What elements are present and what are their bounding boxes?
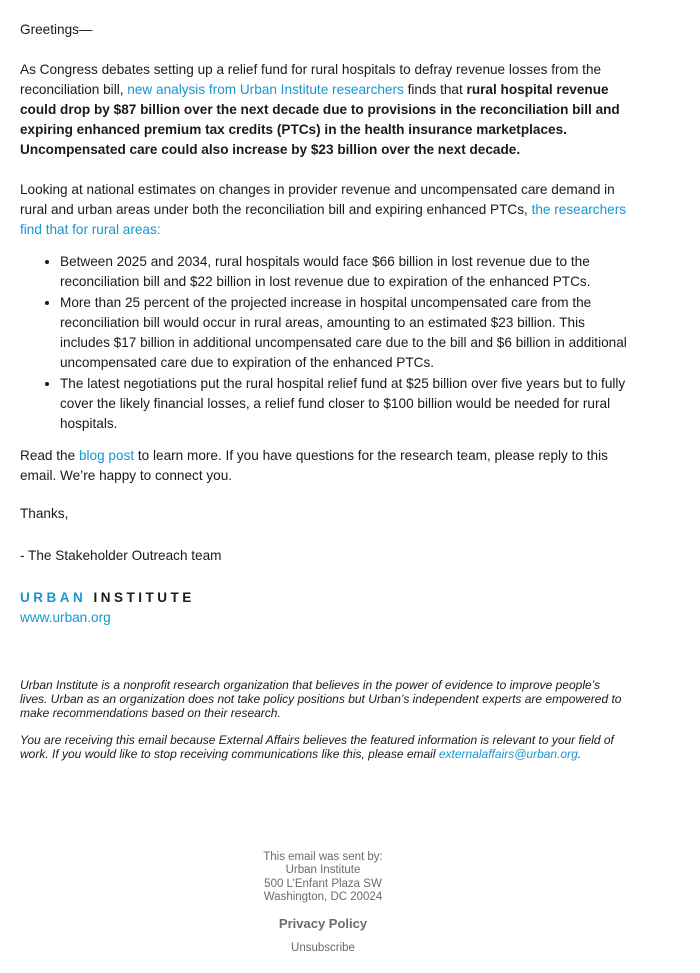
privacy-policy-link[interactable]: Privacy Policy xyxy=(278,915,368,931)
disclaimer xyxy=(20,679,630,762)
sender-address-line1: 500 L’Enfant Plaza SW xyxy=(264,877,382,890)
sender-address-line2: Washington, DC 20024 xyxy=(263,891,383,904)
unsubscribe-link[interactable]: Unsubscribe xyxy=(291,942,355,955)
blog-text-2: to learn more. If you have questions for the research team, please reply to this email. We’re happy to connect you. xyxy=(20,448,608,483)
intro-text-1: As Congress debates setting up a relief fund for rural hospitals to defray revenue losses from the reconciliation bill, xyxy=(20,62,602,97)
thanks-text: Thanks, xyxy=(20,506,69,521)
intro-text-2: finds that xyxy=(403,82,467,97)
findings-list xyxy=(20,252,630,434)
sender-org: Urban Institute xyxy=(285,864,361,877)
analysis-link[interactable]: new analysis from Urban Institute researchers xyxy=(127,82,404,97)
list-item: • The latest negotiations put the rural hospital relief fund at $25 billion over five years but to fully cover the likely financial losses, a relief fund closer to $100 billion would be needed for rural hospitals. xyxy=(60,374,630,434)
disclaimer-about: Urban Institute is a nonprofit research organization that believes in the power of evidence to improve people’s lives. Urban as an organization does not take policy positions but Urban’s independent experts are empowered to make recommendations based on their research. xyxy=(20,678,622,720)
list-item: • Between 2025 and 2034, rural hospitals would face $66 billion in lost revenue due to the reconciliation bill and $22 billion in lost revenue due to expiration of the enhanced PTCs. xyxy=(60,252,630,292)
blog-paragraph xyxy=(20,446,630,486)
urban-institute-logo[interactable] xyxy=(20,590,630,606)
blog-text-1: Read the xyxy=(20,448,79,463)
disclaimer-subscription xyxy=(20,734,630,762)
intro-paragraph xyxy=(20,60,630,160)
signoff-text: - The Stakeholder Outreach team xyxy=(20,548,222,563)
greeting: Greetings— xyxy=(20,22,93,37)
disclaimer-subscription-text: You are receiving this email because External Affairs believes the featured information is relevant to your field of work. If you would like to stop receiving communications like this, please email xyxy=(20,733,614,762)
email-footer xyxy=(0,851,646,955)
logo-word-institute: INSTITUTE xyxy=(93,590,195,605)
key-finding-bold: rural hospital revenue could drop by $87 billion over the next decade due to provisions in the reconciliation bill and expiring enhanced premium tax credits (PTCs) in the health insurance marketplaces. Uncompensated care could also increase by $23 billion over the next decade. xyxy=(20,82,620,157)
disclaimer-period: . xyxy=(577,747,582,762)
blog-post-link[interactable]: blog post xyxy=(78,448,135,463)
sent-by-label: This email was sent by: xyxy=(263,851,383,863)
logo-word-urban: URBAN xyxy=(20,590,87,605)
findings-intro-text: Looking at national estimates on changes in provider revenue and uncompensated care demand in rural and urban areas under both the reconciliation bill and expiring enhanced PTCs, xyxy=(20,182,615,217)
email-body xyxy=(20,20,630,628)
findings-intro-paragraph xyxy=(20,180,630,240)
list-item: • More than 25 percent of the projected increase in hospital uncompensated care from the reconciliation bill would occur in rural areas, amounting to an estimated $23 billion. This includes $17 billion in additional uncompensated care due to the bill and $6 billion in additional uncompensated care due to expiration of the enhanced PTCs. xyxy=(60,293,630,373)
researchers-find-link[interactable]: the researchers find that for rural areas: xyxy=(20,202,627,237)
website-link[interactable]: www.urban.org xyxy=(20,610,111,625)
external-affairs-email-link[interactable]: externalaffairs@urban.org xyxy=(438,747,578,762)
